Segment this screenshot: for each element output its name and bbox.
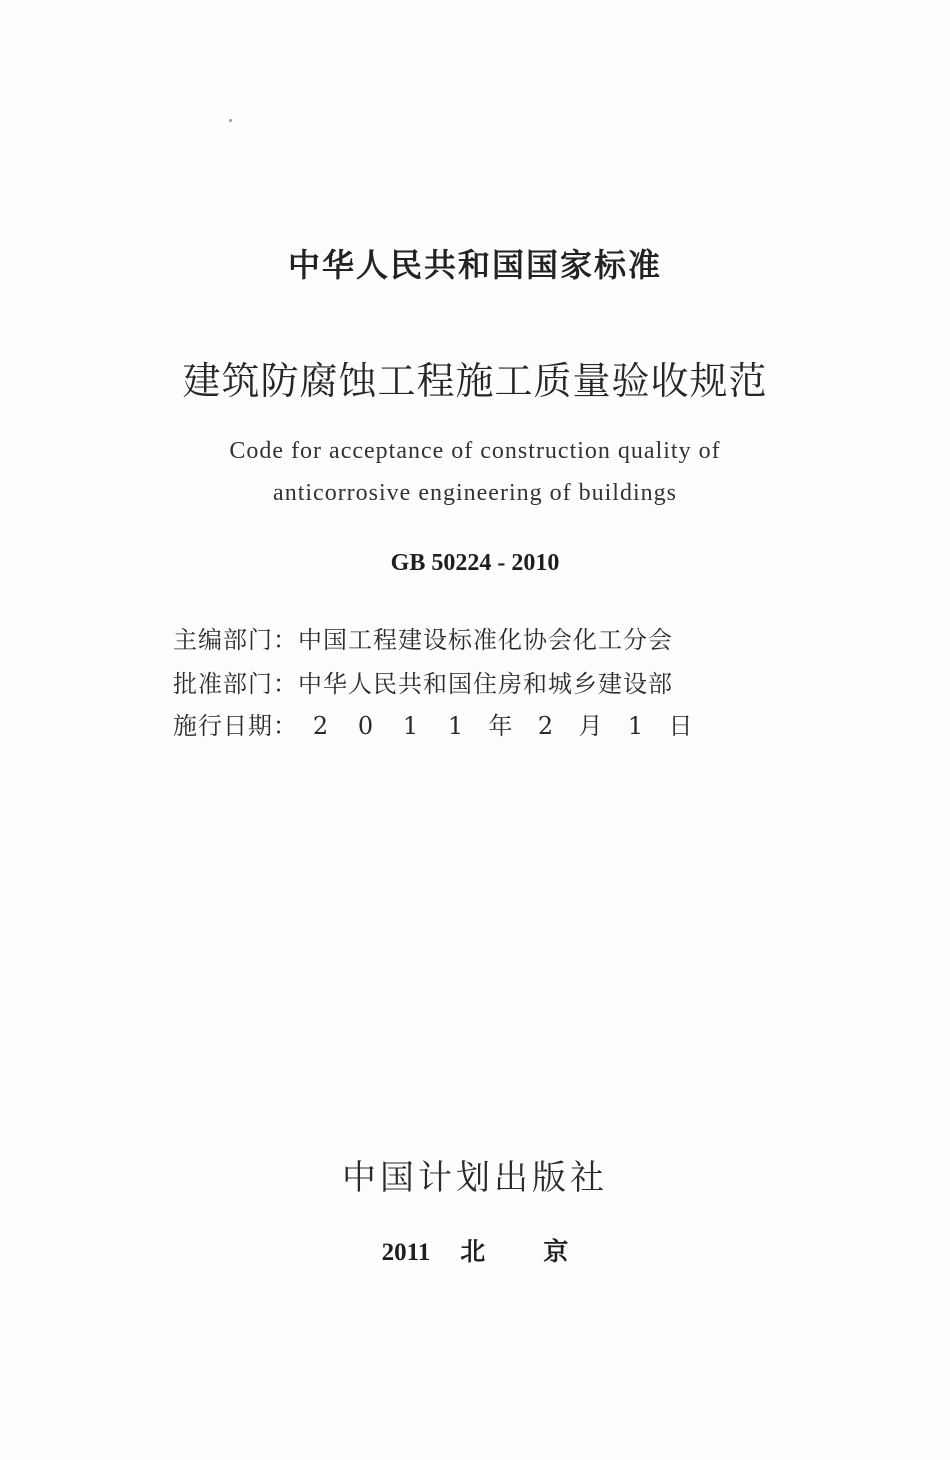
- effective-date-row: [173, 706, 703, 741]
- date-char: 日: [668, 712, 693, 740]
- approver-department-label: 批准部门：: [173, 670, 298, 698]
- date-char: 1: [627, 712, 644, 740]
- standard-code-number: GB 50224 - 2010: [390, 550, 560, 576]
- document-title-chinese: 建筑防腐蚀工程施工质量验收规范: [182, 359, 768, 403]
- document-title-english-line-2: anticorrosive engineering of buildings: [273, 480, 677, 506]
- effective-date-value: [298, 706, 703, 741]
- date-char: 月: [578, 712, 603, 740]
- publication-city-char: 京: [543, 1239, 569, 1266]
- approver-department-row: [173, 664, 673, 699]
- document-title-english-line-1: Code for acceptance of construction quality of: [229, 438, 721, 464]
- date-char: 1: [447, 712, 464, 740]
- effective-date-label: 施行日期：: [173, 712, 298, 740]
- date-char: 2: [312, 712, 329, 740]
- date-char: 年: [488, 712, 513, 740]
- editor-department-row: [173, 620, 673, 655]
- date-char: 1: [402, 712, 419, 740]
- approver-department-value: 中华人民共和国住房和城乡建设部: [298, 670, 673, 698]
- standard-series-heading: 中华人民共和国国家标准: [287, 246, 662, 284]
- editor-department-label: 主编部门：: [173, 626, 298, 654]
- publication-city-char: 北: [460, 1239, 486, 1266]
- publisher-name: 中国计划出版社: [342, 1158, 608, 1198]
- date-char: 0: [357, 712, 374, 740]
- scan-speck: [229, 119, 232, 122]
- editor-department-value: 中国工程建设标准化协会化工分会: [298, 626, 673, 654]
- date-char: 2: [537, 712, 554, 740]
- publication-year-city: [0, 1232, 950, 1268]
- publication-year: 2011: [381, 1239, 431, 1266]
